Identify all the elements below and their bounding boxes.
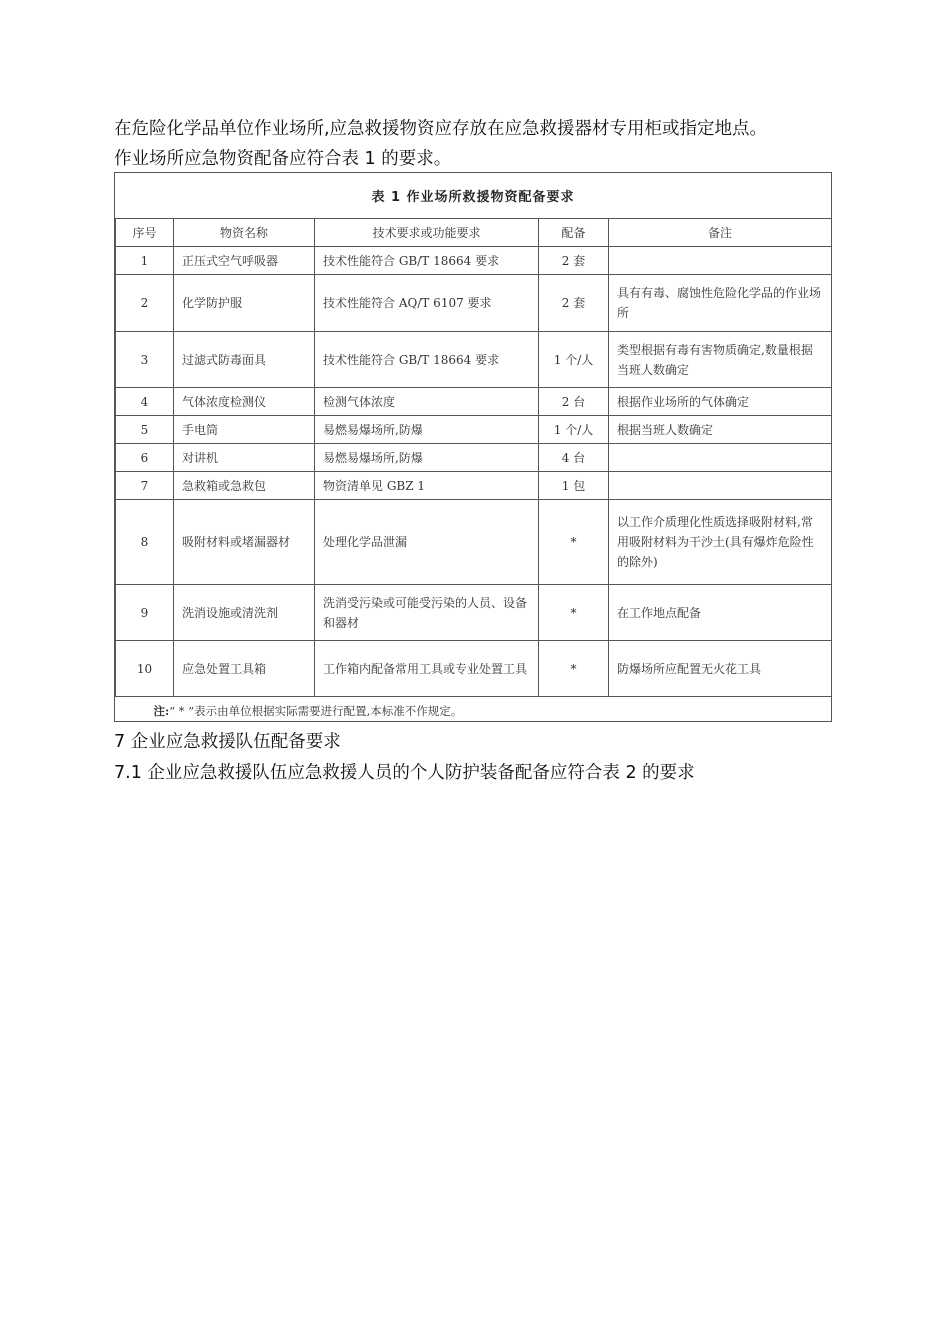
cell-name: 对讲机 <box>174 444 315 472</box>
intro-paragraph: 在危险化学品单位作业场所,应急救援物资应存放在应急救援器材专用柜或指定地点。 <box>114 119 768 139</box>
cell-index: 6 <box>116 444 174 472</box>
table-row <box>116 247 832 275</box>
cell-name: 应急处置工具箱 <box>174 641 315 697</box>
cell-requirement: 技术性能符合 AQ/T 6107 要求 <box>315 275 539 332</box>
table-header-row <box>116 219 832 247</box>
cell-index: 3 <box>116 332 174 388</box>
cell-quantity: * <box>539 585 609 641</box>
cell-quantity: * <box>539 500 609 585</box>
table-row <box>116 332 832 388</box>
cell-requirement: 处理化学品泄漏 <box>315 500 539 585</box>
supplies-table <box>115 218 832 725</box>
note-label: 注: <box>153 704 170 718</box>
table-row <box>116 641 832 697</box>
cell-quantity: 4 台 <box>539 444 609 472</box>
cell-index: 5 <box>116 416 174 444</box>
cell-quantity: 1 个/人 <box>539 332 609 388</box>
table-row <box>116 500 832 585</box>
cell-remark: 根据作业场所的气体确定 <box>609 388 832 416</box>
cell-requirement: 工作箱内配备常用工具或专业处置工具 <box>315 641 539 697</box>
cell-quantity: 1 包 <box>539 472 609 500</box>
cell-requirement: 技术性能符合 GB/T 18664 要求 <box>315 247 539 275</box>
table-row <box>116 472 832 500</box>
cell-remark <box>609 444 832 472</box>
header-cell: 备注 <box>609 219 832 247</box>
table-row <box>116 416 832 444</box>
table-row <box>116 388 832 416</box>
section-7-heading: 7 企业应急救援队伍配备要求 <box>114 732 341 752</box>
table-row <box>116 585 832 641</box>
table-1 <box>114 172 832 722</box>
table-row <box>116 275 832 332</box>
note-text: “ * ”表示由单位根据实际需要进行配置,本标准不作规定。 <box>169 704 463 718</box>
cell-name: 气体浓度检测仪 <box>174 388 315 416</box>
cell-requirement: 技术性能符合 GB/T 18664 要求 <box>315 332 539 388</box>
cell-index: 4 <box>116 388 174 416</box>
cell-remark: 防爆场所应配置无火花工具 <box>609 641 832 697</box>
header-cell: 序号 <box>116 219 174 247</box>
cell-quantity: 2 套 <box>539 247 609 275</box>
cell-index: 10 <box>116 641 174 697</box>
cell-name: 洗消设施或清洗剂 <box>174 585 315 641</box>
cell-remark: 类型根据有毒有害物质确定,数量根据当班人数确定 <box>609 332 832 388</box>
cell-quantity: 2 台 <box>539 388 609 416</box>
cell-index: 7 <box>116 472 174 500</box>
cell-name: 过滤式防毒面具 <box>174 332 315 388</box>
cell-index: 9 <box>116 585 174 641</box>
cell-requirement: 物资清单见 GBZ 1 <box>315 472 539 500</box>
cell-requirement: 易燃易爆场所,防爆 <box>315 416 539 444</box>
table-row <box>116 444 832 472</box>
cell-quantity: * <box>539 641 609 697</box>
cell-name: 手电筒 <box>174 416 315 444</box>
cell-remark: 根据当班人数确定 <box>609 416 832 444</box>
cell-index: 1 <box>116 247 174 275</box>
header-cell: 物资名称 <box>174 219 315 247</box>
table-caption: 表 1 作业场所救援物资配备要求 <box>371 190 575 205</box>
cell-requirement: 洗消受污染或可能受污染的人员、设备和器材 <box>315 585 539 641</box>
cell-index: 8 <box>116 500 174 585</box>
cell-remark <box>609 472 832 500</box>
table-note <box>116 697 832 726</box>
cell-requirement: 易燃易爆场所,防爆 <box>315 444 539 472</box>
header-cell: 技术要求或功能要求 <box>315 219 539 247</box>
cell-remark: 在工作地点配备 <box>609 585 832 641</box>
cell-name: 急救箱或急救包 <box>174 472 315 500</box>
table-reference-paragraph: 作业场所应急物资配备应符合表 1 的要求。 <box>114 149 452 169</box>
section-7-1-paragraph: 7.1 企业应急救援队伍应急救援人员的个人防护装备配备应符合表 2 的要求 <box>114 763 695 783</box>
cell-quantity: 2 套 <box>539 275 609 332</box>
cell-index: 2 <box>116 275 174 332</box>
table-note-row <box>116 697 832 726</box>
cell-requirement: 检测气体浓度 <box>315 388 539 416</box>
header-cell: 配备 <box>539 219 609 247</box>
cell-remark: 具有有毒、腐蚀性危险化学品的作业场所 <box>609 275 832 332</box>
cell-remark: 以工作介质理化性质选择吸附材料,常用吸附材料为干沙土(具有爆炸危险性的除外) <box>609 500 832 585</box>
cell-name: 正压式空气呼吸器 <box>174 247 315 275</box>
cell-name: 化学防护服 <box>174 275 315 332</box>
cell-name: 吸附材料或堵漏器材 <box>174 500 315 585</box>
cell-remark <box>609 247 832 275</box>
cell-quantity: 1 个/人 <box>539 416 609 444</box>
